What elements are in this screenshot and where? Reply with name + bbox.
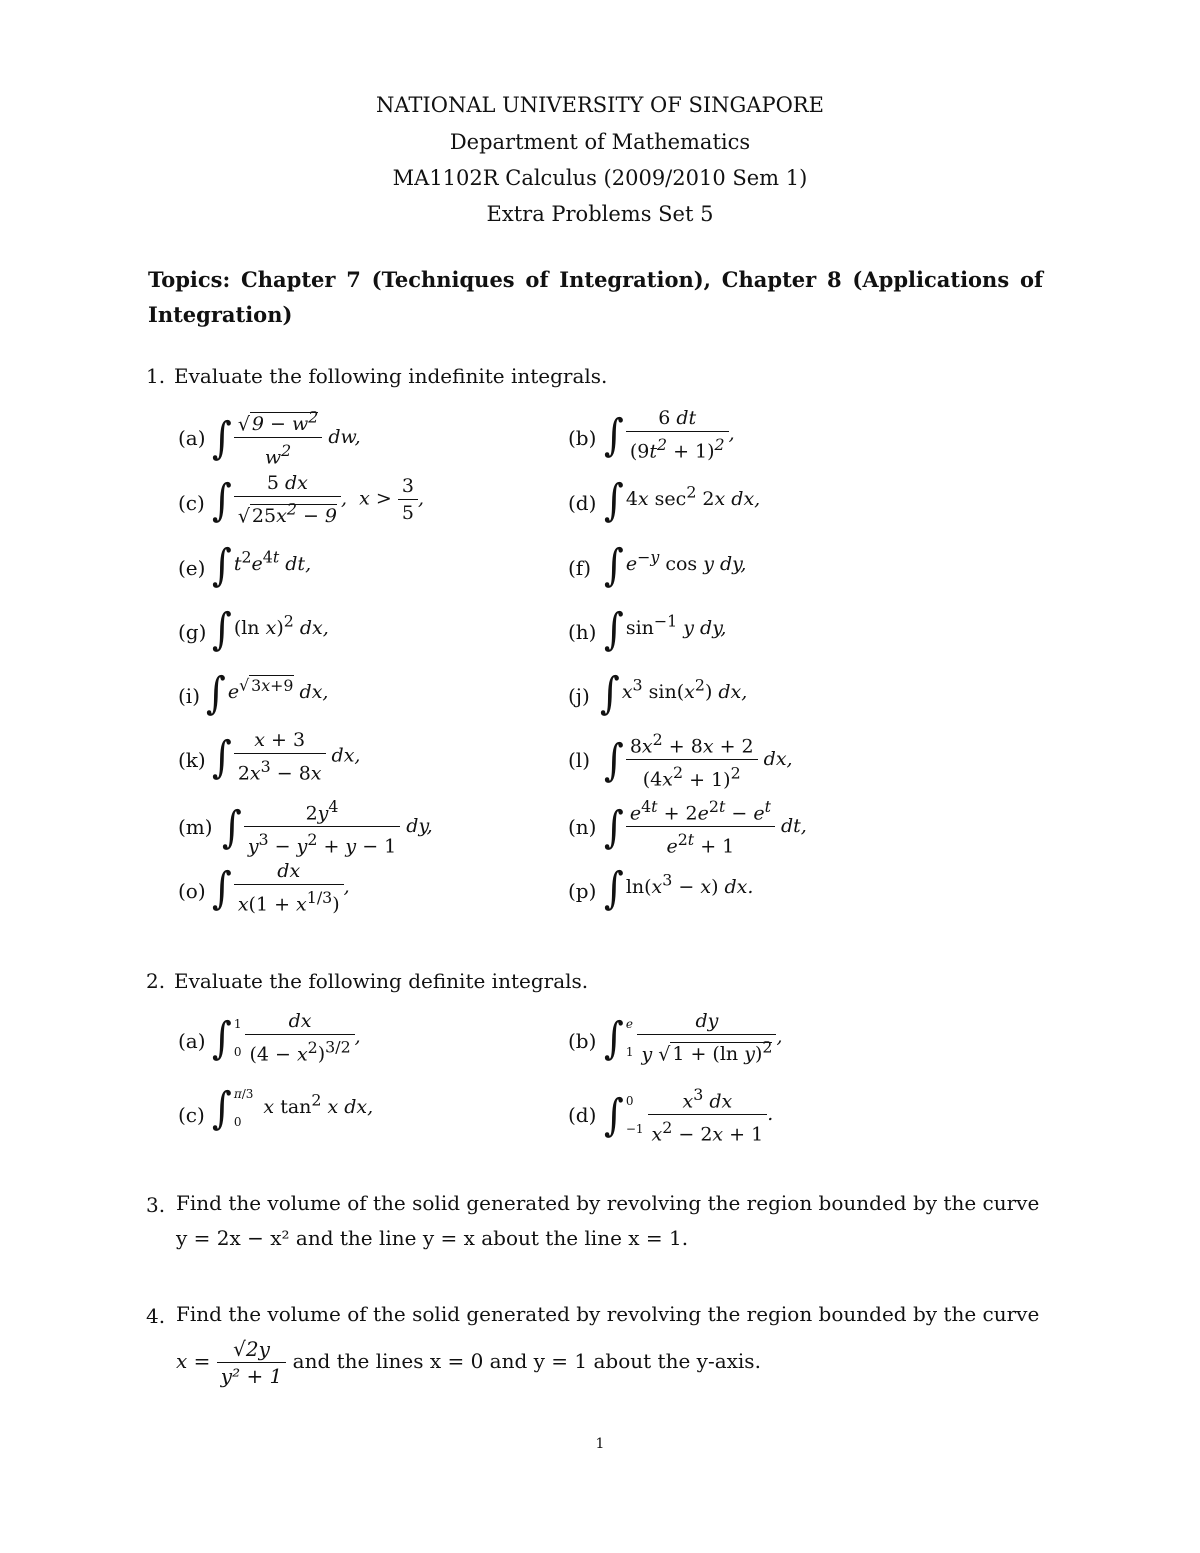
label-1d: (d): [568, 491, 597, 515]
label-1l: (l): [568, 748, 591, 772]
label-1b: (b): [568, 426, 597, 450]
question-4-text-first: Find the volume of the solid generated by revolving the region bounded by the curve: [176, 1302, 1040, 1326]
question-3-number: 3.: [146, 1193, 166, 1217]
label-1k: (k): [178, 748, 206, 772]
question-4-number: 4.: [146, 1304, 166, 1328]
page-number: 1: [595, 1436, 605, 1452]
question-text: Evaluate the following definite integrals.: [174, 969, 589, 993]
label-2b: (b): [568, 1029, 597, 1053]
label-1g: (g): [178, 620, 207, 644]
integral-2b: ∫ e 1 $\frac{dy}{y √ 1 + (\ln y)^2}$ ,: [604, 1010, 783, 1066]
integral-1m: ∫ $\frac{2y^4}{y^3 - y^2 + y - 1}$ dy,: [222, 794, 433, 860]
label-1m: (m): [178, 815, 213, 839]
question-2: [146, 969, 588, 993]
q4-pre: x =: [176, 1349, 211, 1373]
integral-1h: ∫ $\sin^{-1} y$ dy,: [604, 603, 727, 655]
integral-1p: ∫ $\ln(x^3 - x)$ dx.: [604, 862, 754, 914]
question-1: [146, 364, 607, 388]
integral-2c: ∫ π/3 0 x $\tan^2 x$ dx,: [212, 1082, 374, 1134]
label-1n: (n): [568, 815, 597, 839]
course-title: MA1102R Calculus (2009/2010 Sem 1): [392, 166, 808, 190]
q4-frac-den: y² + 1: [220, 1364, 283, 1388]
integral-1c: ∫ $\frac{5 dx}{√ 25x^2 - 9}$ , x > $\frac{3}{5}$ ,: [212, 472, 424, 528]
q4-frac-num: √2y: [217, 1336, 287, 1363]
integral-2d: ∫ 0 −1 $\frac{x^3 dx}{x^2 - 2x + 1}$ .: [604, 1082, 773, 1148]
integral-1g: ∫ (ln x)$^2$ dx,: [212, 603, 329, 655]
integral-1i: ∫ $e^{√ 3x+9}$ dx,: [206, 667, 329, 719]
integral-1a: ∫ $\frac{√ 9 - w^2}{w^2}$ dw,: [212, 405, 361, 471]
integral-1l: ∫ $\frac{8x^2 + 8x + 2}{(4x^2 + 1)^2}$ dx,: [604, 727, 793, 793]
question-text: Evaluate the following indefinite integrals.: [174, 364, 608, 388]
integral-1e: ∫ $t^2e^{4t}$ dt,: [212, 539, 312, 591]
label-2a: (a): [178, 1029, 206, 1053]
topics-line: Topics: Chapter 7 (Techniques of Integration), Chapter 8 (Applications of Integration): [148, 267, 1043, 327]
integral-1k: ∫ $\frac{x + 3}{2x^3 - 8x}$ dx,: [212, 729, 361, 785]
label-1p: (p): [568, 879, 597, 903]
question-number: 2.: [146, 969, 166, 993]
set-title: Extra Problems Set 5: [486, 202, 714, 226]
label-2d: (d): [568, 1103, 597, 1127]
label-2c: (c): [178, 1103, 205, 1127]
integral-1b: ∫ $\frac{6 dt}{(9t^2 + 1)^2}$ ,: [604, 407, 735, 463]
department-title: Department of Mathematics: [449, 130, 751, 154]
label-1e: (e): [178, 556, 206, 580]
question-4-formula: [176, 1336, 761, 1389]
label-1i: (i): [178, 684, 201, 708]
integral-1o: ∫ $\frac{dx}{x(1 + x^{1/3})}$ ,: [212, 860, 350, 916]
label-1a: (a): [178, 426, 206, 450]
integral-1j: ∫ $x^3$ $\sin(x^2)$ dx,: [600, 667, 748, 719]
label-1o: (o): [178, 879, 206, 903]
integral-2a: ∫ 1 0 $\frac{dx}{(4 - x^2)^{3/2}}$ ,: [212, 1010, 361, 1066]
integral-1n: ∫ $\frac{e^{4t} + 2e^{2t} - e^t}{e^{2t} + 1}$ dt,: [604, 794, 807, 860]
question-3-text: Find the volume of the solid generated by revolving the region bounded by the curve y = 2x − x² and the line y = x about the line x = 1.: [176, 1191, 1040, 1250]
label-1j: (j): [568, 684, 590, 708]
label-1h: (h): [568, 620, 597, 644]
integral-1d: ∫ 4x $\sec^2 2x$ dx,: [604, 474, 761, 526]
integral-1f: ∫ $e^{-y}$ cos y dy,: [604, 539, 747, 591]
question-number: 1.: [146, 364, 166, 388]
q4-post: and the lines x = 0 and y = 1 about the y-axis.: [292, 1349, 761, 1373]
label-1f: (f): [568, 556, 592, 580]
label-1c: (c): [178, 491, 205, 515]
university-title: NATIONAL UNIVERSITY OF SINGAPORE: [376, 93, 824, 117]
